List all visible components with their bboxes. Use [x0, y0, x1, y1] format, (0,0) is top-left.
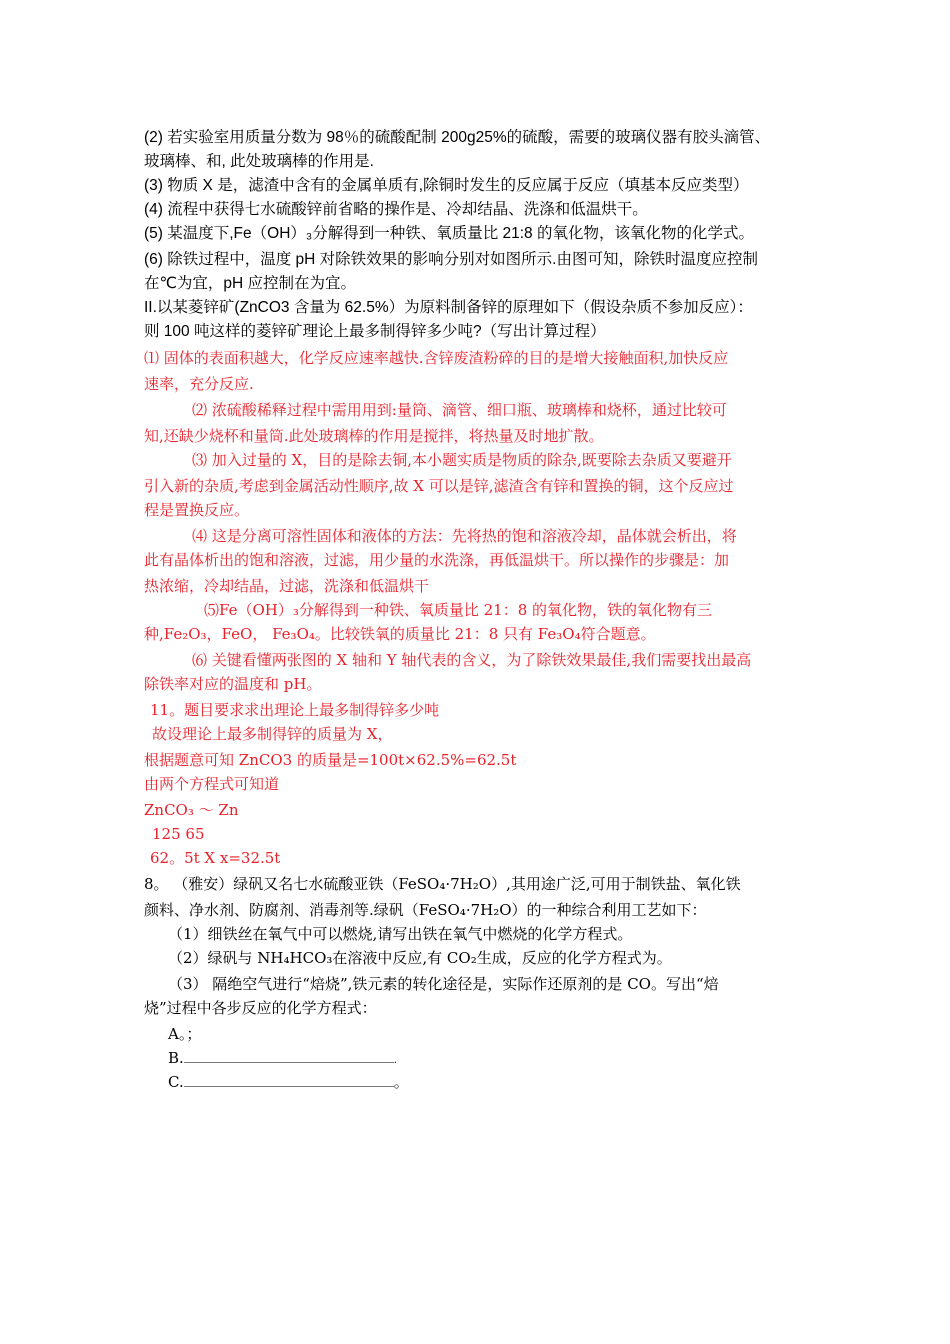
answer-1-line-2: 速率，充分反应.: [144, 375, 254, 393]
answer-line-b: [168, 1046, 814, 1073]
question-5-line: (5) 某温度下,Fe（OH）₃分解得到一种铁、氧质量比 21:8 的氧化物，该氧化物的化学式。: [144, 225, 754, 242]
answer-ii-line-4: 由两个方程式可知道: [144, 775, 280, 793]
answer-suffix-c: 。: [393, 1073, 409, 1091]
question-8-sub-3-line-2: 烧”过程中各步反应的化学方程式：: [144, 999, 377, 1017]
answer-4-line-2: 此有晶体析出的饱和溶液，过滤，用少量的水洗涤，再低温烘干。所以操作的步骤是：加: [144, 551, 730, 569]
answer-3-line-1: ⑶ 加入过量的 X，目的是除去铜,本小题实质是物质的除杂,既要除去杂质又要避开: [192, 451, 732, 469]
answer-ii-line-3: 根据题意可知 ZnCO3 的质量是=100t×62.5%=62.5t: [144, 751, 517, 769]
question-8-line-2: 颜料、净水剂、防腐剂、消毒剂等.绿矾（FeSO₄·7H₂O）的一种综合利用工艺如下：: [144, 901, 707, 919]
answer-4-line-1: ⑷ 这是分离可溶性固体和液体的方法：先将热的饱和溶液冷却，晶体就会析出，将: [192, 527, 737, 545]
answer-ii-line-2: 故设理论上最多制得锌的质量为 X，: [152, 725, 393, 743]
answer-suffix-b: .: [393, 1055, 397, 1066]
answer-6-line-2: 除铁率对应的温度和 pH。: [144, 675, 322, 693]
question-8-line-1: 8。 （雅安）绿矾又名七水硫酸亚铁（FeSO₄·7H₂O）,其用途广泛,可用于制铁盐、氧化铁: [144, 875, 741, 893]
answer-5-line-2: 种,Fe₂O₃，FeO， Fe₃O₄。比较铁氧的质量比 21：8 只有 Fe₃O₄符合题意。: [144, 625, 656, 643]
question-6-line-2: 在℃为宜，pH 应控制在为宜。: [144, 275, 357, 292]
answer-ii-equation: ZnCO₃ ～ Zn: [144, 801, 239, 819]
question-8-sub-2: （2）绿矾与 NH₄HCO₃在溶液中反应,有 CO₂生成，反应的化学方程式为。: [168, 949, 672, 967]
answer-ii-molar-mass: 125 65: [152, 825, 205, 843]
answer-3-line-3: 程是置换反应。: [144, 501, 250, 519]
answer-ii-line-1: 11。题目要求求出理论上最多制得锌多少吨: [150, 701, 440, 719]
answer-3-line-2: 引入新的杂质,考虑到金属活动性顺序,故 X 可以是锌,滤渣含有锌和置换的铜，这个反应过: [144, 477, 734, 495]
answer-2-line-2: 知,还缺少烧杯和量筒.此处玻璃棒的作用是搅拌，将热量及时地扩散。: [144, 427, 604, 445]
answer-label-c: C.: [168, 1073, 184, 1091]
part-ii-line-1: II.以某菱锌矿(ZnCO3 含量为 62.5%）为原料制备锌的原理如下（假设杂质不参加反应）：: [144, 299, 753, 316]
answer-6-line-1: ⑹ 关键看懂两张图的 X 轴和 Y 轴代表的含义，为了除铁效果最佳,我们需要找出最高: [192, 651, 752, 669]
question-3-line: (3) 物质 X 是，滤渣中含有的金属单质有,除铜时发生的反应属于反应（填基本反应类型）: [144, 177, 749, 194]
answer-2-line-1: ⑵ 浓硫酸稀释过程中需用用到:量筒、滴管、细口瓶、玻璃棒和烧杯，通过比较可: [192, 401, 727, 419]
answer-label-b: B.: [168, 1049, 184, 1067]
answer-4-line-3: 热浓缩，冷却结晶，过滤，洗涤和低温烘干: [144, 577, 430, 595]
question-2-line-2: 玻璃棒、和, 此处玻璃棒的作用是.: [144, 153, 374, 170]
answer-5-line-1: ⑸Fe（OH）₃分解得到一种铁、氧质量比 21：8 的氧化物，铁的氧化物有三: [204, 601, 713, 619]
answer-1-line-1: ⑴ 固体的表面积越大，化学反应速率越快.含锌废渣粉碎的目的是增大接触面积,加快反应: [144, 349, 729, 367]
question-2-line-1: (2) 若实验室用质量分数为 98％的硫酸配制 200g25%的硫酸，需要的玻璃仪器有胶头滴管、: [144, 129, 771, 146]
question-4-line: (4) 流程中获得七水硫酸锌前省略的操作是、冷却结晶、洗涤和低温烘干。: [144, 201, 648, 218]
answer-blank-b: [184, 1048, 394, 1063]
question-8-sub-3-line-1: （3） 隔绝空气进行“焙烧”,铁元素的转化途径是，实际作还原剂的是 CO。写出“焙: [168, 975, 719, 993]
answer-line-c: [168, 1070, 814, 1094]
part-ii-line-2: 则 100 吨这样的菱锌矿理论上最多制得锌多少吨?（写出计算过程）: [144, 323, 606, 340]
answer-line-a: A。；: [168, 1025, 202, 1043]
question-6-line-1: (6) 除铁过程中，温度 pH 对除铁效果的影响分别对如图所示.由图可知，除铁时温度应控制: [144, 251, 758, 268]
answer-blank-c: [184, 1072, 394, 1087]
answer-ii-result: 62。5t X x=32.5t: [150, 849, 281, 867]
question-8-sub-1: （1）细铁丝在氧气中可以燃烧,请写出铁在氧气中燃烧的化学方程式。: [168, 925, 633, 943]
